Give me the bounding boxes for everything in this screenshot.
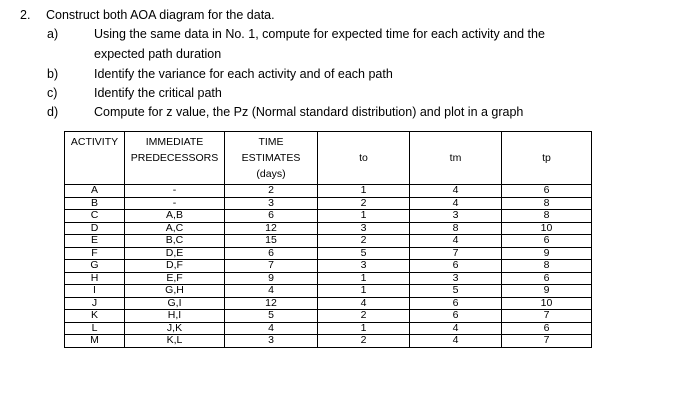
table-row [65, 335, 592, 348]
cell-to: 1 [318, 272, 410, 285]
cell-pred: D,F [125, 260, 225, 273]
table-row [65, 322, 592, 335]
table-row [65, 310, 592, 323]
question-title: Construct both AOA diagram for the data. [46, 8, 275, 22]
cell-time: 9 [225, 272, 318, 285]
cell-tm: 6 [410, 310, 502, 323]
cell-activity: C [65, 210, 125, 223]
table-row [65, 297, 592, 310]
cell-tm: 6 [410, 260, 502, 273]
header-time-estimates: TIME ESTIMATES (days) [225, 132, 318, 185]
cell-to: 1 [318, 185, 410, 198]
cell-to: 5 [318, 247, 410, 260]
activity-table [64, 131, 592, 348]
table-row [65, 210, 592, 223]
cell-pred: H,I [125, 310, 225, 323]
cell-tp: 10 [502, 297, 592, 310]
cell-tp: 7 [502, 335, 592, 348]
cell-to: 2 [318, 310, 410, 323]
cell-activity: J [65, 297, 125, 310]
cell-activity: L [65, 322, 125, 335]
cell-pred: - [125, 185, 225, 198]
cell-tm: 8 [410, 222, 502, 235]
cell-pred: G,I [125, 297, 225, 310]
table-row [65, 185, 592, 198]
table-body [65, 185, 592, 348]
cell-activity: A [65, 185, 125, 198]
table-row [65, 272, 592, 285]
cell-to: 2 [318, 335, 410, 348]
table-row [65, 197, 592, 210]
table-row [65, 247, 592, 260]
cell-tp: 10 [502, 222, 592, 235]
cell-time: 4 [225, 322, 318, 335]
cell-tm: 4 [410, 185, 502, 198]
cell-tp: 6 [502, 235, 592, 248]
part-c-letter: c) [47, 86, 58, 100]
cell-tp: 7 [502, 310, 592, 323]
cell-tp: 6 [502, 185, 592, 198]
table-header-row [65, 132, 592, 185]
cell-time: 7 [225, 260, 318, 273]
part-a-letter: a) [47, 27, 59, 41]
cell-tm: 4 [410, 197, 502, 210]
cell-tp: 8 [502, 210, 592, 223]
cell-time: 6 [225, 210, 318, 223]
cell-time: 4 [225, 285, 318, 298]
cell-time: 3 [225, 335, 318, 348]
cell-tm: 6 [410, 297, 502, 310]
cell-activity: B [65, 197, 125, 210]
cell-activity: I [65, 285, 125, 298]
cell-time: 2 [225, 185, 318, 198]
table-row [65, 260, 592, 273]
cell-pred: A,B [125, 210, 225, 223]
cell-pred: K,L [125, 335, 225, 348]
cell-tp: 6 [502, 322, 592, 335]
cell-pred: E,F [125, 272, 225, 285]
cell-tm: 4 [410, 335, 502, 348]
cell-to: 4 [318, 297, 410, 310]
cell-pred: D,E [125, 247, 225, 260]
cell-tm: 5 [410, 285, 502, 298]
header-tm: tm [410, 132, 502, 185]
part-d-text: Compute for z value, the Pz (Normal standard distribution) and plot in a graph [94, 105, 524, 119]
cell-pred: J,K [125, 322, 225, 335]
cell-to: 2 [318, 235, 410, 248]
cell-tm: 3 [410, 210, 502, 223]
cell-activity: F [65, 247, 125, 260]
cell-activity: M [65, 335, 125, 348]
part-a-text-cont: expected path duration [94, 47, 222, 61]
header-activity: ACTIVITY [65, 132, 125, 185]
cell-time: 6 [225, 247, 318, 260]
table-row [65, 235, 592, 248]
cell-to: 1 [318, 285, 410, 298]
header-predecessors: IMMEDIATE PREDECESSORS [125, 132, 225, 185]
cell-time: 12 [225, 297, 318, 310]
question-number: 2. [20, 8, 31, 22]
part-a-text: Using the same data in No. 1, compute for expected time for each activity and the [94, 27, 545, 41]
cell-activity: H [65, 272, 125, 285]
cell-pred: A,C [125, 222, 225, 235]
cell-activity: G [65, 260, 125, 273]
part-c-text: Identify the critical path [94, 86, 222, 100]
cell-tp: 8 [502, 260, 592, 273]
cell-to: 3 [318, 222, 410, 235]
cell-activity: D [65, 222, 125, 235]
cell-pred: - [125, 197, 225, 210]
cell-tm: 7 [410, 247, 502, 260]
cell-pred: G,H [125, 285, 225, 298]
cell-activity: E [65, 235, 125, 248]
cell-tm: 3 [410, 272, 502, 285]
table-row [65, 222, 592, 235]
header-tp: tp [502, 132, 592, 185]
cell-activity: K [65, 310, 125, 323]
cell-tm: 4 [410, 235, 502, 248]
cell-tp: 6 [502, 272, 592, 285]
cell-tm: 4 [410, 322, 502, 335]
cell-to: 1 [318, 322, 410, 335]
part-b-text: Identify the variance for each activity and of each path [94, 67, 393, 81]
part-b-letter: b) [47, 67, 59, 81]
cell-to: 3 [318, 260, 410, 273]
cell-pred: B,C [125, 235, 225, 248]
table-row [65, 285, 592, 298]
cell-time: 12 [225, 222, 318, 235]
cell-time: 5 [225, 310, 318, 323]
cell-to: 1 [318, 210, 410, 223]
header-to: to [318, 132, 410, 185]
cell-time: 3 [225, 197, 318, 210]
cell-tp: 9 [502, 285, 592, 298]
cell-tp: 8 [502, 197, 592, 210]
cell-time: 15 [225, 235, 318, 248]
part-d-letter: d) [47, 105, 59, 119]
cell-tp: 9 [502, 247, 592, 260]
cell-to: 2 [318, 197, 410, 210]
